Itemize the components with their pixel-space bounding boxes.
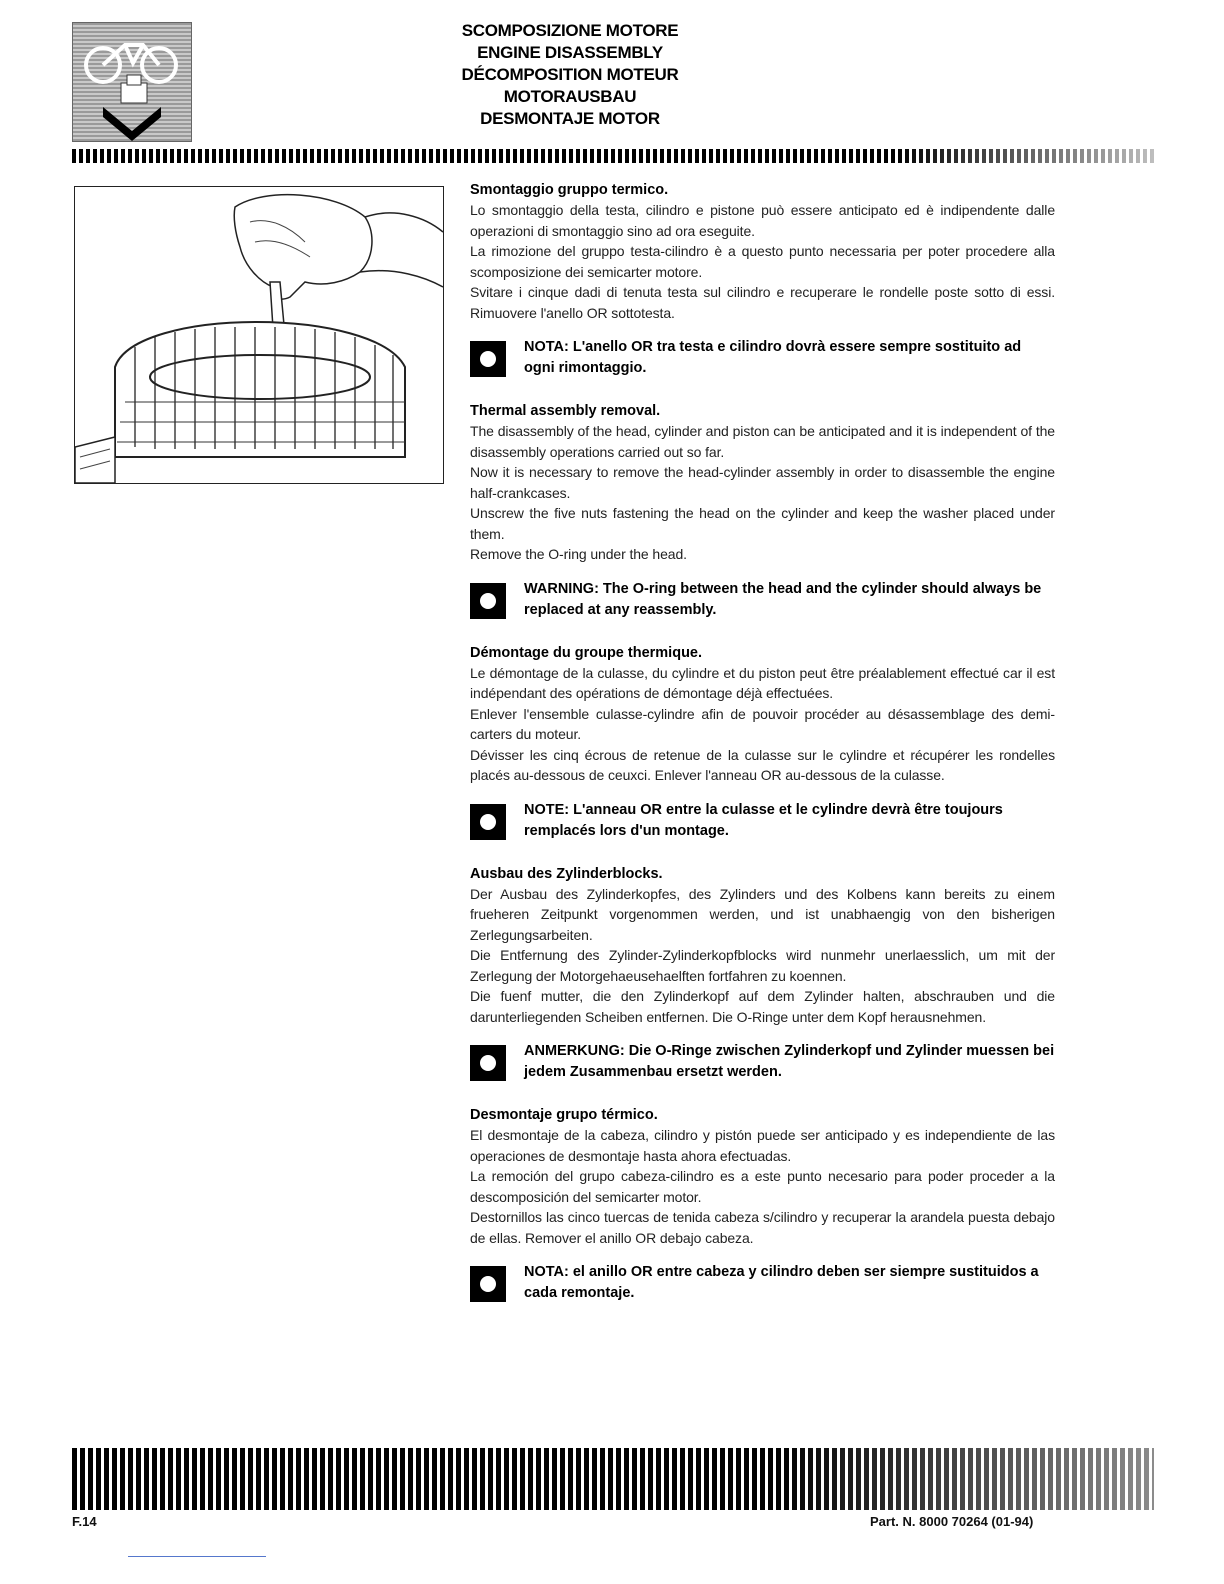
paragraph: La remoción del grupo cabeza-cilindro es a este punto necesario para poder proceder a la descomposición del semicarter motor. — [470, 1168, 1055, 1205]
bottom-bar-strip — [72, 1448, 1154, 1510]
section-de — [470, 864, 1055, 1084]
title-it: SCOMPOSIZIONE MOTORE — [461, 21, 679, 40]
paragraph: El desmontaje de la cabeza, cilindro y pistón puede ser anticipado y es independiente de las operaciones de desmontaje hasta ahora efectuadas. — [470, 1127, 1055, 1164]
paragraph: Svitare i cinque dadi di tenuta testa sul cilindro e recuperare le rondelle poste sotto di essi. Rimuovere l'anello OR sottotesta. — [470, 284, 1055, 321]
paragraph: Le démontage de la culasse, du cylindre et du piston peut être préalablement effectué car il est indépendant des opérations de démontage déjà effectuées. — [470, 664, 1055, 701]
note-icon — [470, 1266, 506, 1302]
note-text: NOTE: L'anneau OR entre la culasse et le cylindre devrà être toujours remplacés lors d'un montage. — [524, 801, 1003, 839]
page-number: F.14 — [72, 1514, 97, 1529]
section-fr — [470, 643, 1055, 842]
section-it — [470, 180, 1055, 379]
note-icon — [470, 341, 506, 377]
section-heading: Smontaggio gruppo termico. — [470, 182, 669, 198]
paragraph: Lo smontaggio della testa, cilindro e pistone può essere anticipato ed è indipendente dalle operazioni di smontaggio sino ad ora eseguite. — [470, 202, 1055, 239]
note-icon — [470, 583, 506, 619]
title-de: MOTORAUSBAU — [503, 87, 637, 106]
note-text: NOTA: el anillo OR entre cabeza y cilindro deben ser siempre sustituidos a cada remontaje. — [524, 1264, 1039, 1301]
footer-rule — [128, 1556, 266, 1557]
cylinder-head-removal-illustration — [74, 186, 444, 484]
title-en: ENGINE DISASSEMBLY — [477, 43, 663, 62]
section-heading: Ausbau des Zylinderblocks. — [470, 865, 663, 882]
paragraph: Der Ausbau des Zylinderkopfes, des Zylinders und des Kolbens kann bereits zu einem frueheren Zeitpunkt vorgenommen werden, und ist unabhaengig von den bisherigen Zerlegungsarbeiten. — [470, 885, 1055, 943]
page-title-block — [410, 20, 730, 130]
instruction-column — [470, 180, 1055, 1326]
note-text: ANMERKUNG: Die O-Ringe zwischen Zylinderkopf und Zylinder muessen bei jedem Zusammenbau ersetzt werden. — [524, 1043, 1055, 1080]
section-heading: Desmontaje grupo térmico. — [470, 1107, 658, 1123]
part-number: Part. N. 8000 70264 (01-94) — [870, 1514, 1034, 1529]
note-callout — [470, 337, 1055, 379]
paragraph: Destornillos las cinco tuercas de tenida cabeza s/cilindro y recuperar la arandela puesta debajo de ellas. Remover el anillo OR debajo cabeza. — [470, 1209, 1055, 1246]
paragraph: The disassembly of the head, cylinder and piston can be anticipated and it is independent of the disassembly operations carried out so far. — [470, 423, 1055, 460]
section-en — [470, 401, 1055, 621]
paragraph: Dévisser les cinq écrous de retenue de la culasse sur le cylindre et récupérer les rondelles placés au-dessous de ceuxci. Enlever l'anneau OR au-dessous de la culasse. — [470, 746, 1055, 783]
title-es: DESMONTAJE MOTOR — [480, 109, 660, 128]
note-callout — [470, 800, 1055, 842]
note-callout — [470, 1041, 1055, 1083]
section-heading: Thermal assembly removal. — [470, 403, 661, 419]
top-bar-strip — [72, 149, 1154, 163]
paragraph: Unscrew the five nuts fastening the head on the cylinder and keep the washer placed under them. — [470, 505, 1055, 542]
paragraph: Die fuenf mutter, die den Zylinderkopf auf dem Zylinder halten, abschrauben und die darunterliegenden Scheiben entfernen. Die O-Ringe unter dem Kopf herausnehmen. — [470, 988, 1055, 1025]
section-es — [470, 1105, 1055, 1304]
title-fr: DÉCOMPOSITION MOTEUR — [461, 65, 679, 84]
note-icon — [470, 804, 506, 840]
paragraph: La rimozione del gruppo testa-cilindro è a questo punto necessaria per poter procedere alla scomposizione dei semicarter motore. — [470, 243, 1055, 280]
paragraph: Die Entfernung des Zylinder-Zylinderkopfblocks wird nunmehr unerlaesslich, um mit der Zerlegung der Motorgehaeusehaelften fortfahren zu koennen. — [470, 947, 1055, 984]
note-text: NOTA: L'anello OR tra testa e cilindro dovrà essere sempre sostituito ad ogni rimontaggio. — [524, 339, 1022, 376]
note-text: WARNING: The O-ring between the head and the cylinder should always be replaced at any reassembly. — [524, 580, 1042, 618]
note-callout — [470, 1262, 1055, 1304]
paragraph: Now it is necessary to remove the head-cylinder assembly in order to disassemble the engine half-crankcases. — [470, 464, 1055, 501]
paragraph: Remove the O-ring under the head. — [470, 546, 687, 562]
paragraph: Enlever l'ensemble culasse-cylindre afin de pouvoir procéder au désassemblage des demi-carters du moteur. — [470, 705, 1055, 742]
motorcycle-engine-icon — [72, 22, 192, 142]
section-heading: Démontage du groupe thermique. — [470, 644, 703, 661]
warning-callout — [470, 579, 1055, 621]
note-icon — [470, 1045, 506, 1081]
